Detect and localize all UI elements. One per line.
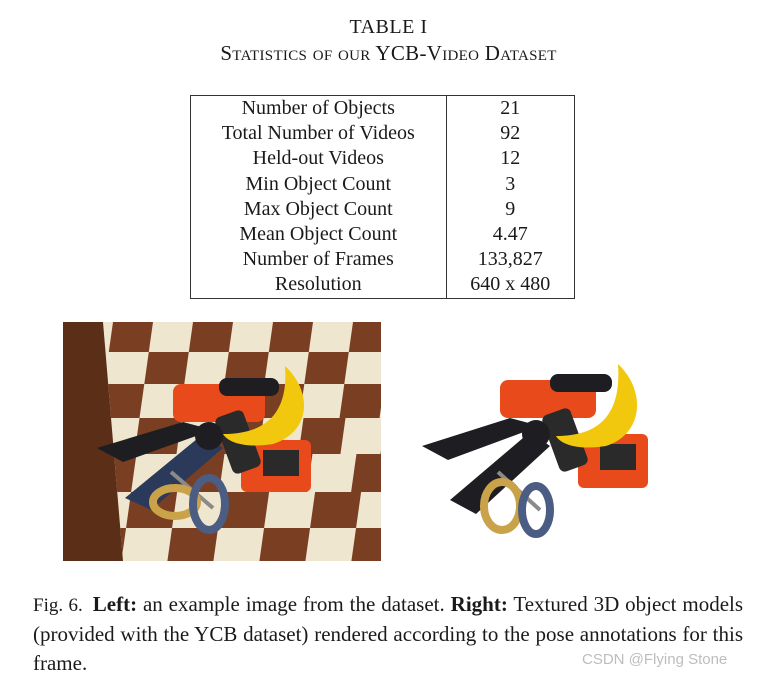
- row-value: 9: [505, 197, 516, 220]
- table-row: [191, 172, 575, 197]
- row-name: Max Object Count: [191, 197, 447, 222]
- watermark: CSDN @Flying Stone: [582, 651, 728, 668]
- figure-number: Fig. 6.: [33, 595, 83, 616]
- table-row: [191, 121, 575, 146]
- right-description: Textured 3D object models (provided with the YCB dataset) rendered according to the pose annotations for this frame.: [33, 592, 744, 675]
- row-name: Held-out Videos: [191, 146, 447, 171]
- row-name: Total Number of Videos: [191, 121, 447, 146]
- left-description: an example image from the dataset.: [142, 592, 445, 616]
- row-value: 21: [500, 97, 521, 120]
- row-name: Resolution: [191, 272, 447, 298]
- row-name: Number of Frames: [191, 247, 447, 272]
- row-value: 640 x 480: [470, 273, 551, 296]
- row-value: 92: [500, 122, 521, 145]
- row-name: Number of Objects: [191, 96, 447, 122]
- scissors-render: [484, 472, 550, 534]
- row-name: Mean Object Count: [191, 222, 447, 247]
- table-row: [191, 222, 575, 247]
- left-label: Left:: [92, 592, 138, 616]
- table-row: [191, 247, 575, 272]
- table-row: [191, 146, 575, 171]
- stats-table: [190, 95, 575, 299]
- table-row: [191, 96, 575, 122]
- example-photo: [63, 322, 381, 561]
- table-label: TABLE I: [349, 16, 428, 38]
- row-value: 4.47: [492, 223, 528, 246]
- rendered-models: [410, 350, 700, 540]
- example-photo-scene: [63, 322, 381, 561]
- row-value: 133,827: [477, 248, 543, 271]
- row-name: Min Object Count: [191, 172, 447, 197]
- table-row: [191, 197, 575, 222]
- right-label: Right:: [450, 592, 508, 616]
- row-value: 12: [500, 147, 521, 170]
- table-title: Statistics of our YCB-Video Dataset: [220, 41, 557, 65]
- table-row: [191, 272, 575, 298]
- rendered-models-scene: [410, 350, 700, 540]
- row-value: 3: [505, 172, 516, 195]
